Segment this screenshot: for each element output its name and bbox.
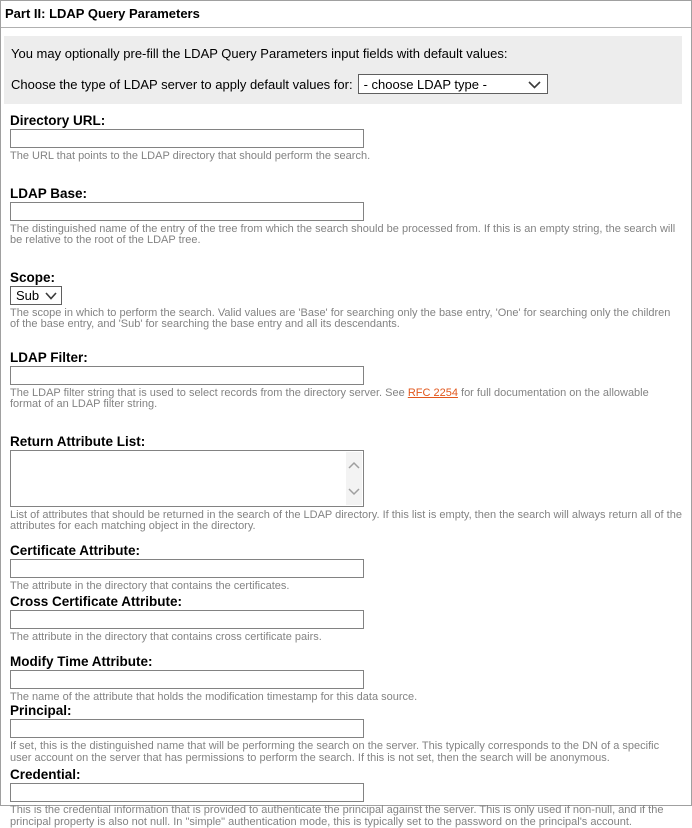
chevron-down-icon [45,288,57,303]
modify-time-attribute-description: The name of the attribute that holds the modification timestamp for this data source. [10,690,418,703]
page-title: Part II: LDAP Query Parameters [5,6,200,21]
prefill-intro-text: You may optionally pre-fill the LDAP Query Parameters input fields with default values: [11,46,508,61]
cross-certificate-attribute-description: The attribute in the directory that contains cross certificate pairs. [10,631,322,643]
ldap-type-select[interactable] [358,74,548,94]
ldap-filter-description-text-after: for full documentation on the allowable format of an LDAP filter string. [10,386,649,410]
scope-select-value: Sub [16,287,40,303]
ldap-type-select-value: - choose LDAP type - [363,76,487,92]
credential-input[interactable] [10,783,364,802]
credential-description: This is the credential information that is provided to authenticate the principal against the server. This is only used if non-null, and if the principal property is also not null. In "simple" authentication mode, this is typically set to the password on the principal's account. [10,804,664,828]
ldap-base-label: LDAP Base: [10,185,88,201]
ldap-type-label: Choose the type of LDAP server to apply default values for: [11,76,353,92]
cross-certificate-attribute-label: Cross Certificate Attribute: [10,594,183,609]
scope-description: The scope in which to perform the search. Valid values are 'Base' for searching only the base entry, 'One' for searching only the children of the base entry, and 'Sub' for searching the base entry and all its descendants. [10,306,671,330]
directory-url-description: The URL that points to the LDAP directory that should perform the search. [10,150,371,162]
scroll-up-icon[interactable] [348,456,360,474]
title-divider [1,27,691,28]
form-fields [1,114,691,828]
ldap-filter-description [10,388,682,411]
prefill-info-box [4,36,682,104]
field-principal [10,704,682,764]
cross-certificate-attribute-input[interactable] [10,610,364,629]
field-directory-url [10,114,682,163]
return-attribute-list-label: Return Attribute List: [10,433,146,449]
modify-time-attribute-input[interactable] [10,670,364,689]
directory-url-label: Directory URL: [10,113,106,128]
certificate-attribute-label: Certificate Attribute: [10,542,141,558]
chevron-down-icon [528,77,541,92]
modify-time-attribute-label: Modify Time Attribute: [10,653,153,669]
ldap-filter-description-text: The LDAP filter string that is used to select records from the directory server. See [10,386,408,399]
directory-url-input[interactable] [10,129,364,148]
field-ldap-filter [10,351,682,411]
certificate-attribute-description: The attribute in the directory that contains the certificates. [10,579,290,592]
rfc-2254-link[interactable]: RFC 2254 [407,386,458,399]
field-credential [10,768,682,828]
principal-description: If set, this is the distinguished name that will be performing the search on the server. This typically corresponds to the DN of a specific user account on the server that has permissions to perform the search. If this is not set, then the search will be anonymous. [10,740,660,764]
field-cross-certificate-attribute [10,595,682,644]
certificate-attribute-input[interactable] [10,559,364,578]
textarea-scrollbar[interactable] [346,452,362,505]
return-attribute-list-textarea[interactable] [10,450,364,507]
principal-input[interactable] [10,719,364,738]
field-ldap-base [10,187,682,247]
principal-label: Principal: [10,703,72,718]
scope-select[interactable] [10,286,62,305]
ldap-base-description: The distinguished name of the entry of the tree from which the search should be processed from. If this is an empty string, the search will be relative to the root of the LDAP tree. [10,222,676,246]
ldap-filter-input[interactable] [10,366,364,385]
scope-label: Scope: [10,269,56,285]
ldap-type-row [11,74,672,94]
return-attribute-list-description: List of attributes that should be returned in the search of the LDAP directory. If this list is empty, then the search will always return all of the attributes for each matching object in the directory. [10,508,682,532]
field-return-attribute-list [10,435,682,533]
credential-label: Credential: [10,767,81,782]
ldap-filter-label: LDAP Filter: [10,349,88,365]
field-modify-time-attribute [10,655,682,704]
field-certificate-attribute [10,544,682,593]
ldap-base-input[interactable] [10,202,364,221]
field-scope [10,271,682,331]
scroll-down-icon[interactable] [348,482,360,500]
